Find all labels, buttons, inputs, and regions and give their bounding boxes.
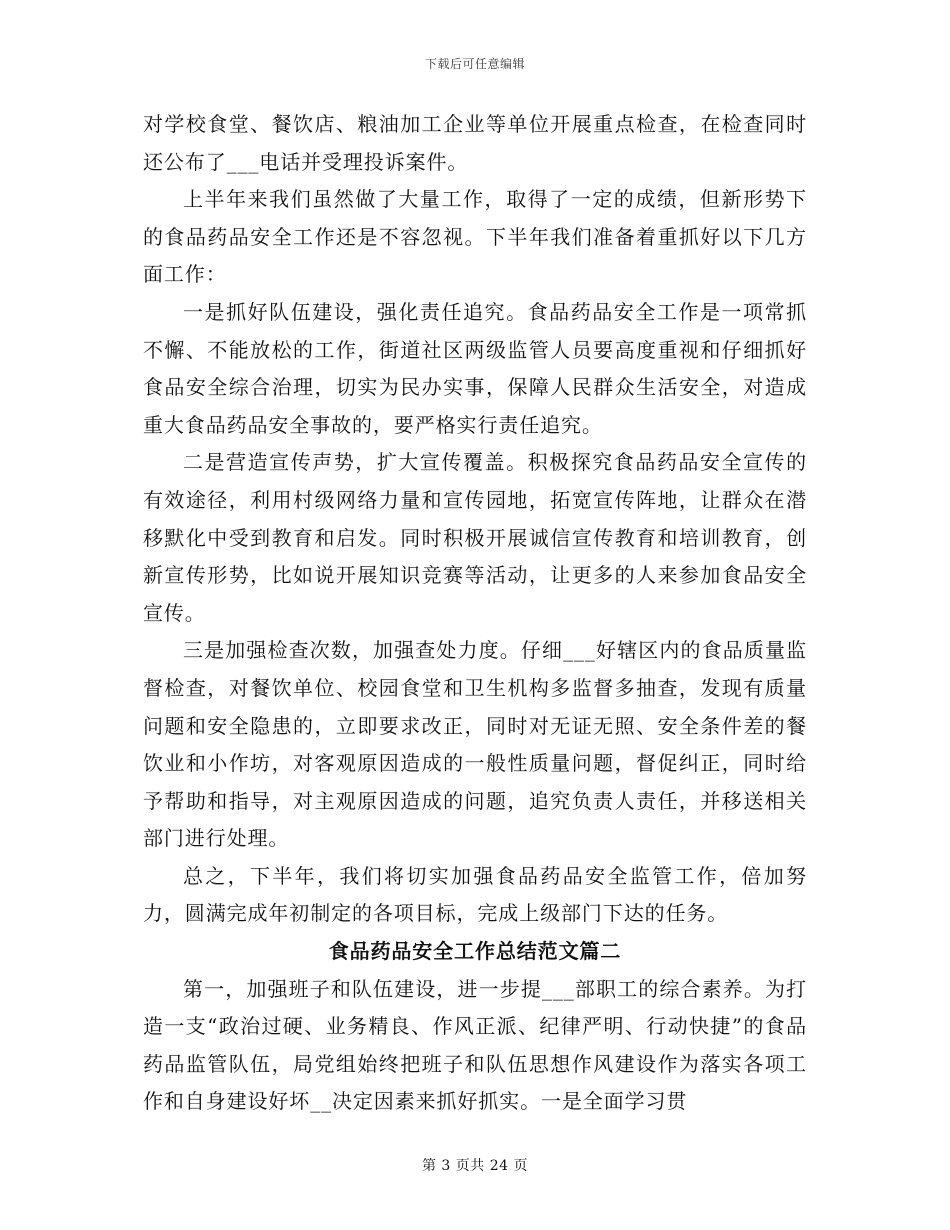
paragraph: 一是抓好队伍建设，强化责任追究。食品药品安全工作是一项常抓不懈、不能放松的工作，街道社区两级监管人员要高度重视和仔细抓好食品安全综合治理，切实为民办实事，保障人民群众生活安全，对造成重大食品药品安全事故的，要严格实行责任追究。 [143, 299, 807, 437]
section-title: 食品药品安全工作总结范文篇二 [328, 939, 622, 964]
paragraph: 上半年来我们虽然做了大量工作，取得了一定的成绩，但新形势下的食品药品安全工作还是不容忽视。下半年我们准备着重抓好以下几方面工作： [143, 187, 807, 287]
paragraph: 总之，下半年，我们将切实加强食品药品安全监管工作，倍加努力，圆满完成年初制定的各项目标，完成上级部门下达的任务。 [143, 863, 807, 926]
paragraph: 三是加强检查次数，加强查处力度。仔细___好辖区内的食品质量监督检查，对餐饮单位、校园食堂和卫生机构多监督多抽查，发现有质量问题和安全隐患的，立即要求改正，同时对无证无照、安全条件差的餐饮业和小作坊，对客观原因造成的一般性质量问题，督促纠正，同时给予帮助和指导，对主观原因造成的问题，追究负责人责任，并移送相关部门进行处理。 [143, 638, 807, 851]
page-footer: 第 3 页共 24 页 [421, 1158, 529, 1174]
paragraph: 二是营造宣传声势，扩大宣传覆盖。积极探究食品药品安全宣传的有效途径，利用村级网络力量和宣传园地，拓宽宣传阵地，让群众在潜移默化中受到教育和启发。同时积极开展诚信宣传教育和培训教育，创新宣传形势，比如说开展知识竞赛等活动，让更多的人来参加食品安全宣传。 [143, 450, 807, 625]
page-header: 下载后可任意编辑 [424, 57, 525, 71]
paragraph: 对学校食堂、餐饮店、粮油加工企业等单位开展重点检查，在检查同时还公布了___电话并受理投诉案件。 [143, 112, 807, 174]
document-body [143, 106, 807, 1121]
paragraph: 第一，加强班子和队伍建设，进一步提___部职工的综合素养。为打造一支“政治过硬、业务精良、作风正派、纪律严明、行动快捷”的食品药品监管队伍，局党组始终把班子和队伍思想作风建设作为落实各项工作和自身建设好坏__决定因素来抓好抓实。一是全面学习贯 [143, 976, 807, 1114]
